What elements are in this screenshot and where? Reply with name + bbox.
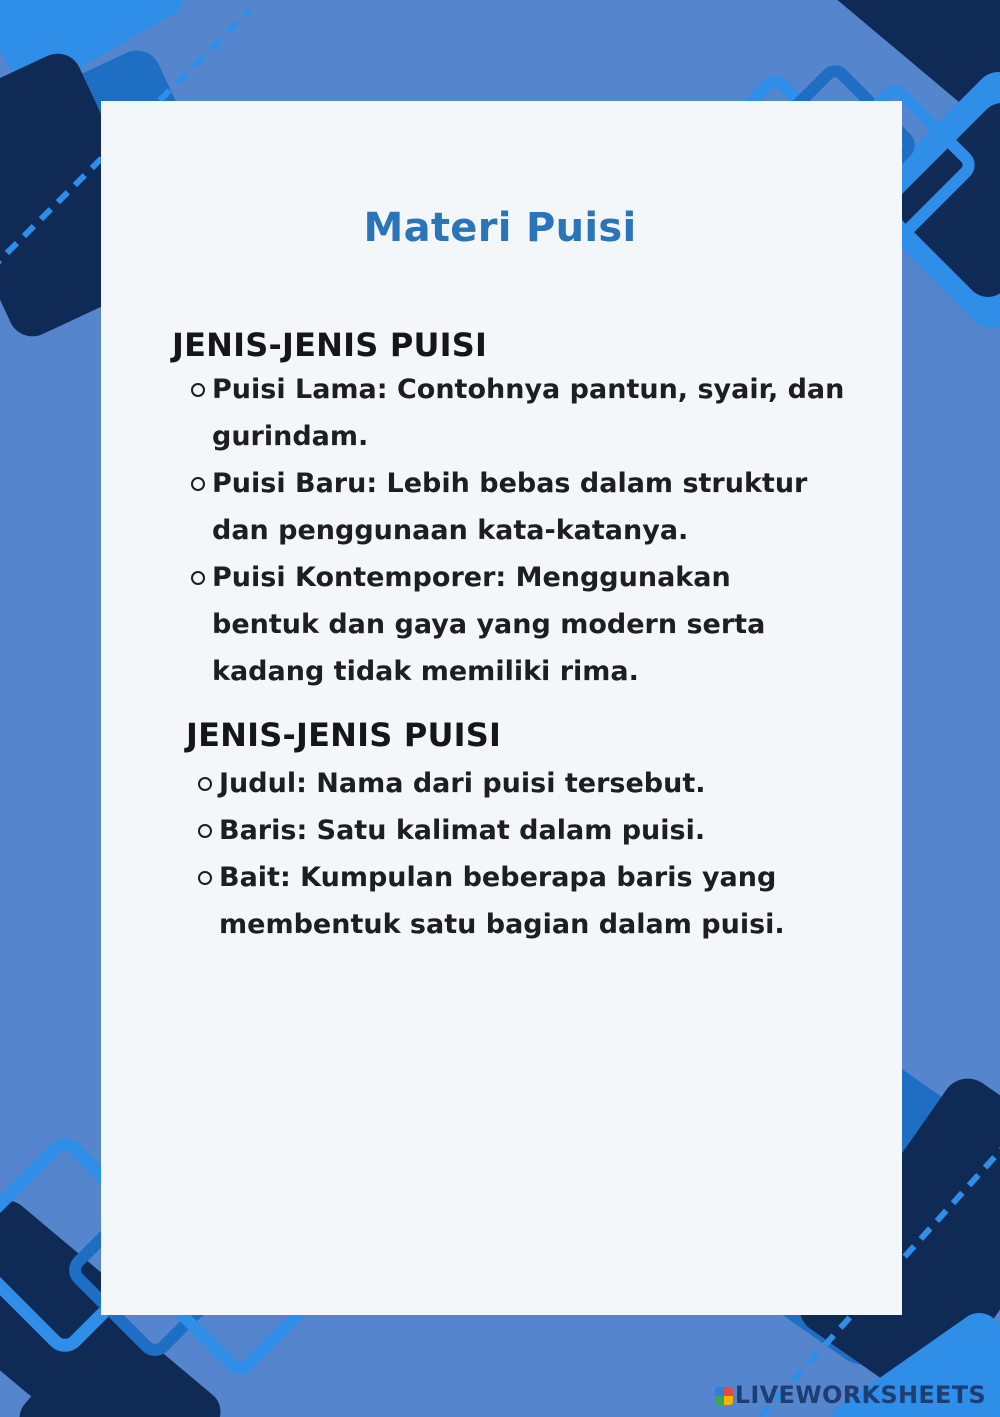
section-list xyxy=(193,760,793,948)
liveworksheets-logo[interactable]: LIVEWORKSHEETS xyxy=(715,1381,986,1409)
section-list xyxy=(186,366,846,695)
bullet-icon xyxy=(191,383,205,397)
list-item: Bait: Kumpulan beberapa baris yang membentuk satu bagian dalam puisi. xyxy=(193,854,793,948)
bullet-icon xyxy=(191,571,205,585)
list-item: Baris: Satu kalimat dalam puisi. xyxy=(193,807,793,854)
bullet-icon xyxy=(198,871,212,885)
bullet-icon xyxy=(198,824,212,838)
bullet-icon xyxy=(191,477,205,491)
list-item: Judul: Nama dari puisi tersebut. xyxy=(193,760,793,807)
bullet-icon xyxy=(198,777,212,791)
page-title: Materi Puisi xyxy=(363,205,637,251)
section-heading: JENIS-JENIS PUISI xyxy=(172,326,488,364)
list-item: Puisi Baru: Lebih bebas dalam struktur dan penggunaan kata-katanya. xyxy=(186,460,846,554)
list-item: Puisi Lama: Contohnya pantun, syair, dan gurindam. xyxy=(186,366,846,460)
section-heading: JENIS-JENIS PUISI xyxy=(186,716,502,754)
list-item: Puisi Kontemporer: Menggunakan bentuk dan gaya yang modern serta kadang tidak memiliki rima. xyxy=(186,554,846,695)
content-panel xyxy=(101,101,902,1315)
liveworksheets-icon xyxy=(715,1387,733,1405)
